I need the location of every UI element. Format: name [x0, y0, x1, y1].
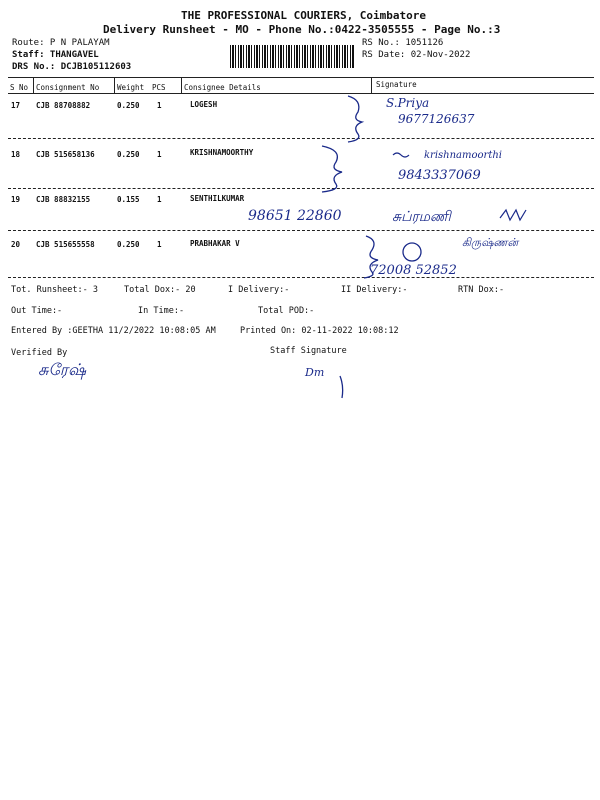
signature-strokes [0, 0, 600, 300]
row-weight: 0.250 [117, 240, 140, 249]
entered-by: Entered By :GEETHA 11/2/2022 10:08:05 AM [11, 326, 216, 336]
row-consignment: CJB 515655558 [36, 240, 95, 249]
total-runsheet: Tot. Runsheet:- 3 [11, 285, 98, 295]
row-consignee: SENTHILKUMAR [190, 194, 245, 203]
handwritten-phone: 98651 22860 [248, 208, 342, 224]
ii-delivery: II Delivery:- [341, 285, 408, 295]
drs-number: DRS No.: DCJB105112603 [12, 62, 132, 72]
row-weight: 0.250 [117, 150, 140, 159]
row-pcs: 1 [157, 101, 162, 110]
row-consignee: PRABHAKAR V [190, 239, 240, 248]
total-dox: Total Dox:- 20 [124, 285, 196, 295]
row-pcs: 1 [157, 240, 162, 249]
staff-label: Staff: THANGAVEL [12, 50, 99, 60]
row-sno: 18 [11, 150, 21, 159]
route-label: Route: P N PALAYAM [12, 38, 110, 48]
col-header-sno: S No [10, 83, 29, 92]
row-consignee: LOGESH [190, 100, 218, 109]
row-consignment: CJB 515658136 [36, 150, 95, 159]
col-header-consignment: Consignment No [36, 83, 100, 92]
verified-by-label: Verified By [11, 348, 68, 358]
col-header-consignee: Consignee Details [184, 83, 261, 92]
rtn-dox: RTN Dox:- [458, 285, 505, 295]
staff-signature-label: Staff Signature [270, 346, 347, 356]
handwritten-name: S.Priya [386, 96, 430, 110]
row-consignment: CJB 88708882 [36, 101, 91, 110]
col-header-weight: Weight [117, 83, 145, 92]
company-title: THE PROFESSIONAL COURIERS, Coimbatore [181, 9, 427, 22]
row-sno: 20 [11, 240, 21, 249]
verified-signature: சுரேஷ் [38, 360, 86, 379]
handwritten-phone: 9843337069 [398, 168, 481, 183]
i-delivery: I Delivery:- [228, 285, 290, 295]
rs-date: RS Date: 02-Nov-2022 [362, 50, 471, 60]
handwritten-name: சுப்ரமணி [392, 209, 451, 225]
handwritten-phone: 72008 52852 [370, 263, 457, 278]
printed-on: Printed On: 02-11-2022 10:08:12 [240, 326, 399, 336]
out-time: Out Time:- [11, 306, 63, 316]
row-consignee: KRISHNAMOORTHY [190, 148, 254, 157]
row-consignment: CJB 88832155 [36, 195, 91, 204]
row-sno: 19 [11, 195, 21, 204]
total-pod: Total POD:- [258, 306, 315, 316]
in-time: In Time:- [138, 306, 185, 316]
col-header-signature: Signature [376, 80, 417, 89]
col-header-pcs: PCS [152, 83, 166, 92]
handwritten-phone: 9677126637 [398, 112, 475, 126]
row-weight: 0.155 [117, 195, 140, 204]
handwritten-name: கிருஷ்ணன் [462, 236, 519, 249]
rs-number: RS No.: 1051126 [362, 38, 444, 48]
row-pcs: 1 [157, 195, 162, 204]
runsheet-subtitle: Delivery Runsheet - MO - Phone No.:0422-3505555 - Page No.:3 [103, 23, 501, 36]
handwritten-name: krishnamoorthi [424, 150, 502, 161]
row-pcs: 1 [157, 150, 162, 159]
row-sno: 17 [11, 101, 21, 110]
row-weight: 0.250 [117, 101, 140, 110]
staff-signature-mark: Dm [305, 366, 325, 379]
staff-signature-stroke [300, 360, 360, 405]
